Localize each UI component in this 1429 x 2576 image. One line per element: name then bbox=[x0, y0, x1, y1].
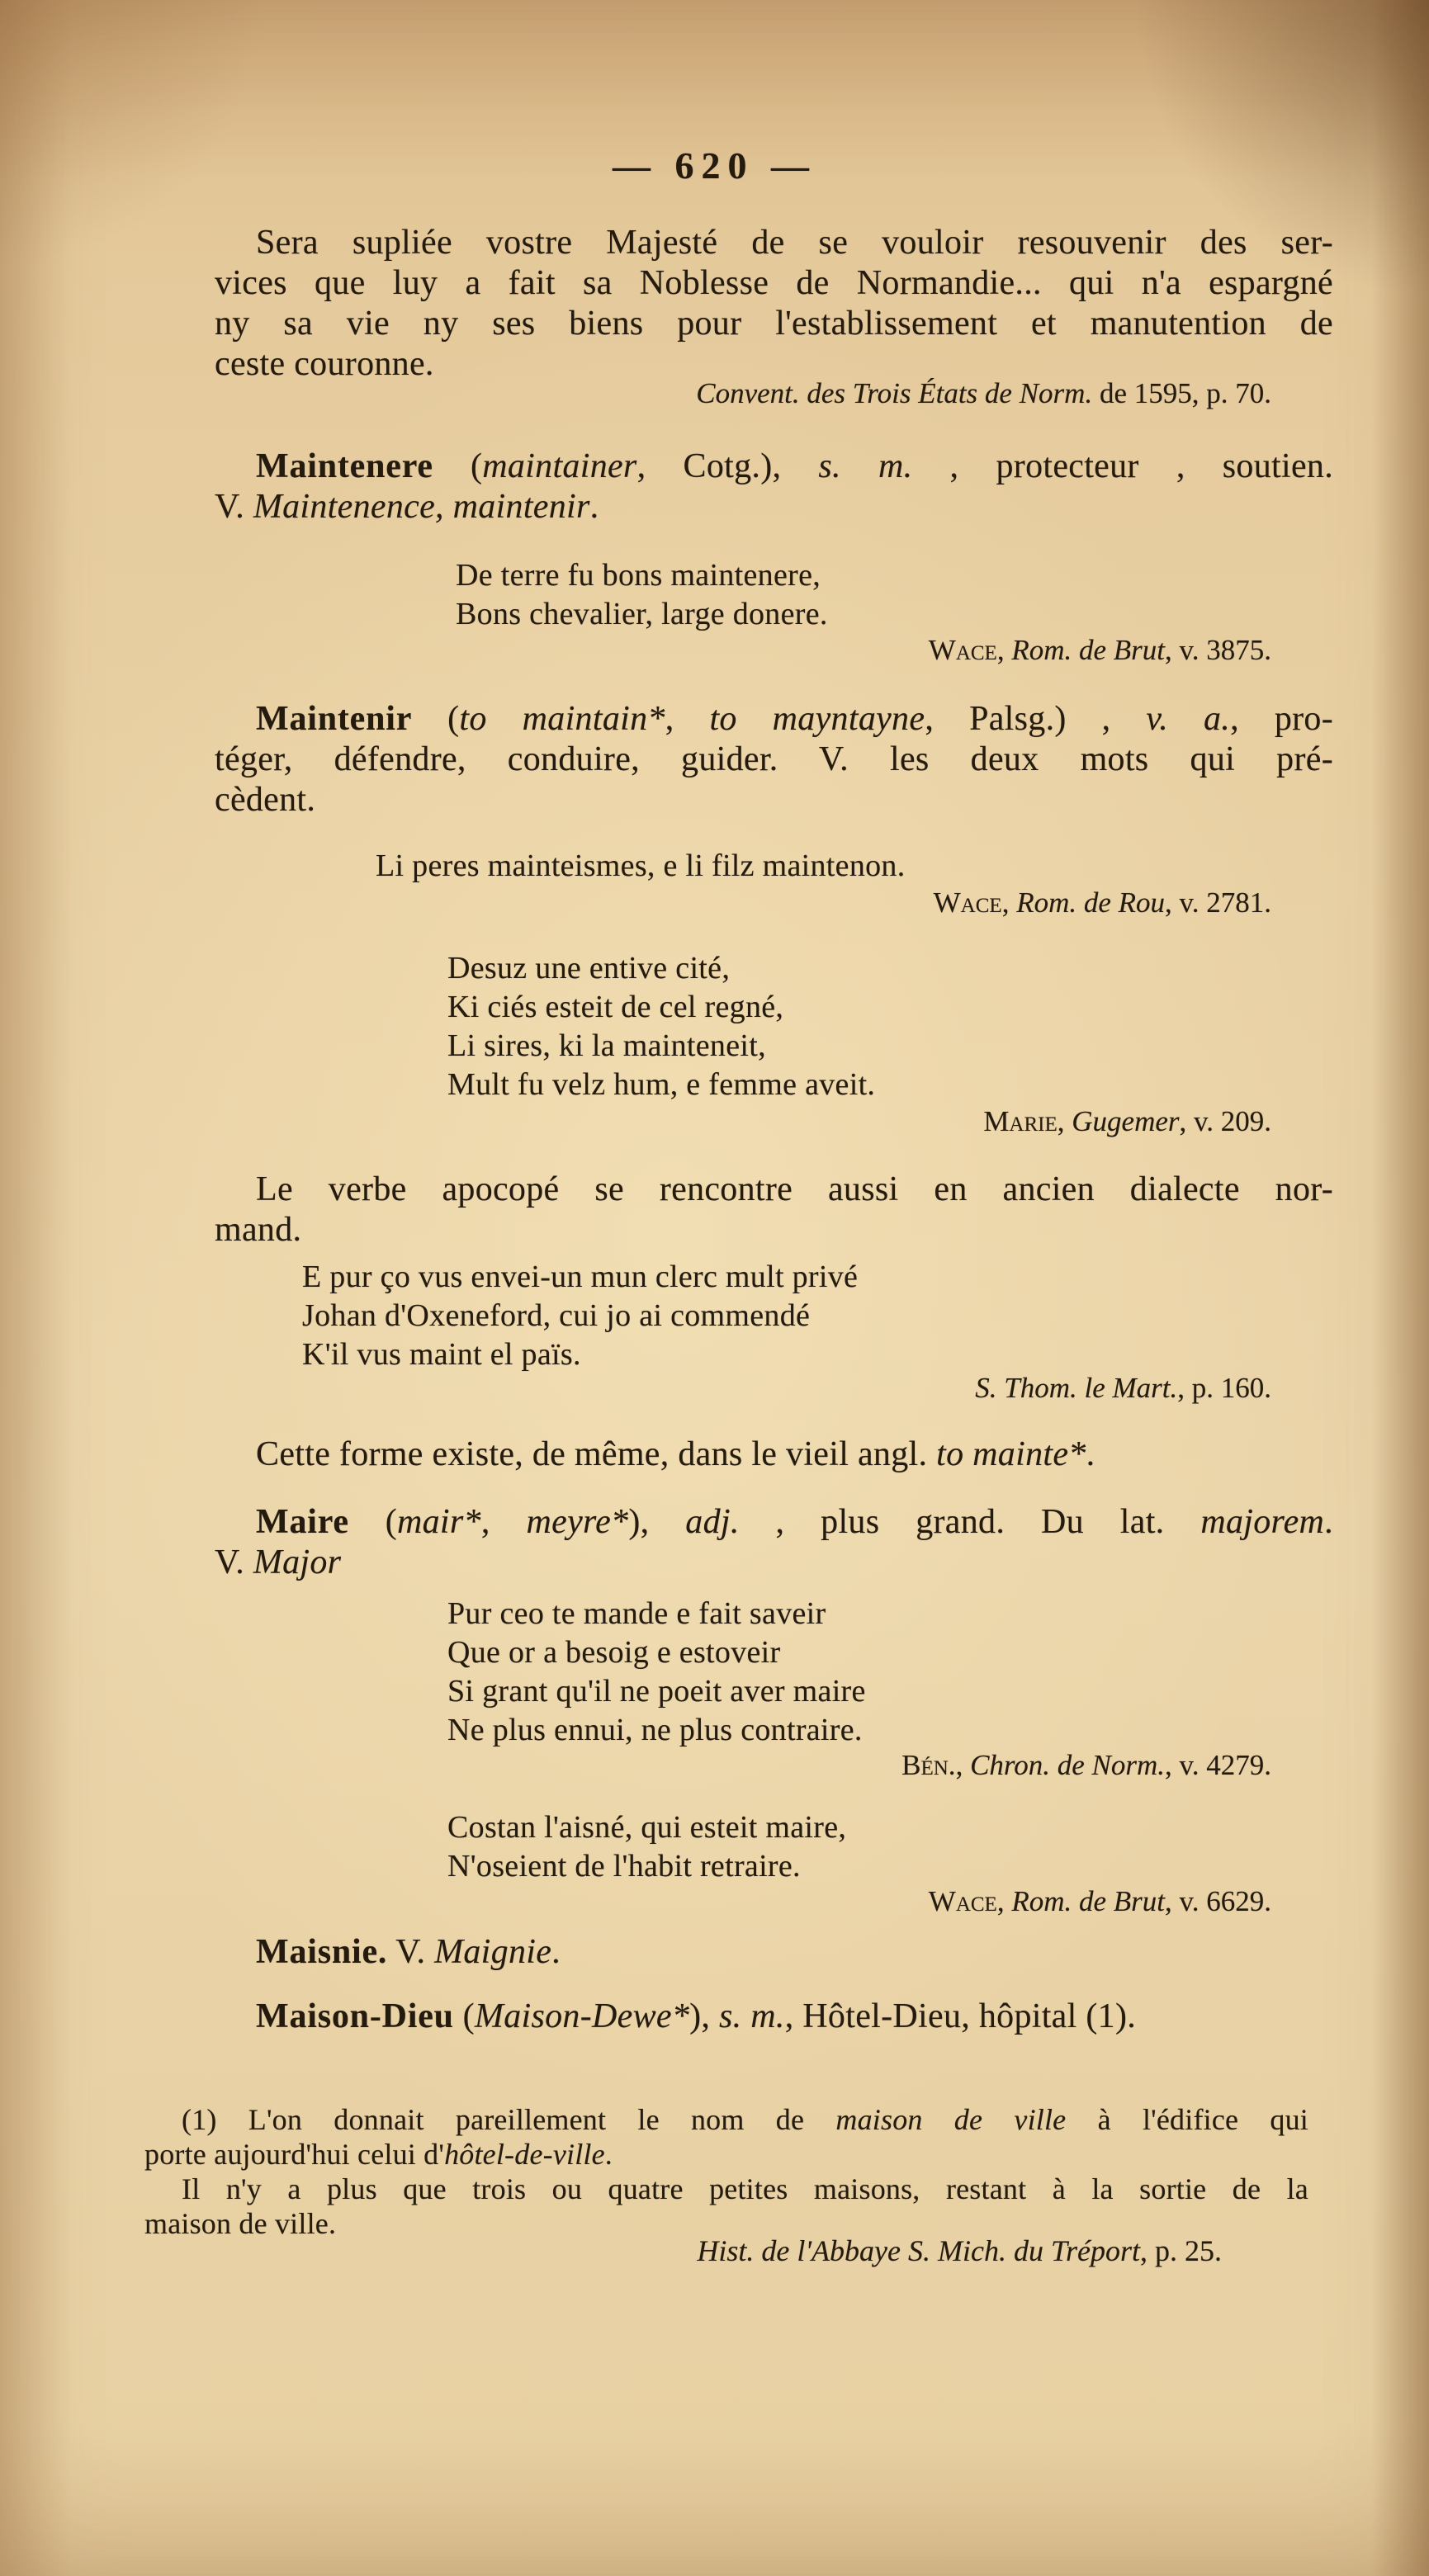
text-line: Cette forme existe, de même, dans le vieil angl. to mainte*. bbox=[256, 1435, 1095, 1473]
cross-reference: Maintenence, maintenir bbox=[253, 488, 590, 526]
verse-line: Pur ceo te mande e fait saveir bbox=[447, 1596, 826, 1631]
citation-convent bbox=[215, 377, 1271, 410]
citation-marie-gugemer: Marie, Gugemer, v. 209. bbox=[983, 1105, 1271, 1137]
verse-line: Li sires, ki la mainteneit, bbox=[447, 1028, 766, 1063]
paragraph-vieil-angl bbox=[215, 1435, 1333, 1475]
text-line: (1) L'on donnait pareillement le nom de maison de ville à l'édifice qui bbox=[182, 2103, 1309, 2136]
cited-work: Chron. de Norm. bbox=[970, 1749, 1166, 1781]
verse-line: Ne plus ennui, ne plus contraire. bbox=[447, 1713, 863, 1747]
text-line: maison de ville. bbox=[144, 2207, 337, 2240]
citation-wace-brut-6629: Wace, Rom. de Brut, v. 6629. bbox=[928, 1885, 1271, 1917]
text-line: mand. bbox=[215, 1211, 302, 1249]
italic-term: to mayntayne bbox=[709, 700, 925, 738]
headword: Maire bbox=[256, 1503, 349, 1541]
citation-wace-rou-2781: Wace, Rom. de Rou, v. 2781. bbox=[933, 886, 1271, 919]
part-of-speech: v. a. bbox=[1146, 700, 1231, 738]
italic-term: maison de ville bbox=[835, 2103, 1067, 2136]
italic-term: mair* bbox=[396, 1503, 481, 1541]
headword: Maintenir bbox=[256, 700, 413, 738]
headword: Maisnie. bbox=[256, 1933, 388, 1971]
verse-line: Que or a besoig e estoveir bbox=[447, 1635, 781, 1670]
verse-line: Costan l'aisné, qui esteit maire, bbox=[447, 1810, 847, 1845]
italic-term: majorem bbox=[1200, 1503, 1325, 1541]
text-line: Il n'y a plus que trois ou quatre petites maisons, restant à la sortie de la bbox=[182, 2172, 1308, 2205]
text-line: Maison-Dieu (Maison-Dewe*), s. m., Hôtel-Dieu, hôpital (1). bbox=[256, 1997, 1137, 2035]
verse-line: Bons chevalier, large donere. bbox=[456, 597, 828, 631]
cited-work: Rom. de Rou bbox=[1016, 886, 1166, 919]
cite-detail: de 1595, p. 70. bbox=[1092, 377, 1271, 409]
cite-detail: , v. 209. bbox=[1179, 1105, 1271, 1137]
italic-term: meyre* bbox=[526, 1503, 629, 1541]
text-line: Maisnie. V. Maignie. bbox=[256, 1933, 561, 1971]
entry-maisnie bbox=[215, 1932, 1333, 1973]
text-line: porte aujourd'hui celui d'hôtel-de-ville. bbox=[144, 2138, 613, 2171]
cited-author: Bén. bbox=[901, 1749, 956, 1781]
citation-s-thom bbox=[215, 1372, 1271, 1405]
entry-maintenir bbox=[215, 699, 1333, 820]
verse-wace-rou-2781 bbox=[376, 847, 906, 886]
verse-line: De terre fu bons maintenere, bbox=[456, 558, 821, 593]
cite-detail: , v. 6629. bbox=[1165, 1885, 1271, 1917]
verse-line: Ki ciés esteit de cel regné, bbox=[447, 990, 784, 1024]
footnote-citation bbox=[144, 2233, 1222, 2268]
cited-work: Hist. de l'Abbaye S. Mich. du Tréport bbox=[697, 2234, 1140, 2267]
cited-author: Marie bbox=[983, 1105, 1058, 1137]
cite-detail: , p. 25. bbox=[1140, 2234, 1222, 2267]
entry-maison-dieu bbox=[215, 1997, 1333, 2037]
cite-detail: , p. 160. bbox=[1177, 1372, 1271, 1404]
italic-term: to maintain* bbox=[459, 700, 665, 738]
citation-ben-chron: Bén., Chron. de Norm., v. 4279. bbox=[901, 1749, 1271, 1781]
verse-wace-brut-3875 bbox=[456, 556, 828, 634]
verse-line: Johan d'Oxeneford, cui jo ai commendé bbox=[302, 1298, 811, 1333]
cited-work: Convent. des Trois États de Norm. bbox=[696, 377, 1093, 409]
text-line: V. Major bbox=[215, 1543, 342, 1581]
text-line: vices que luy a fait sa Noblesse de Normandie... qui n'a espargné bbox=[215, 264, 1333, 302]
citation-wace-brut-3875: Wace, Rom. de Brut, v. 3875. bbox=[928, 634, 1271, 666]
headword: Maintenere bbox=[256, 447, 433, 485]
footnote bbox=[144, 2102, 1308, 2241]
verse-line: Si grant qu'il ne poeit aver maire bbox=[447, 1674, 866, 1709]
text-line: Le verbe apocopé se rencontre aussi en ancien dialecte nor- bbox=[256, 1170, 1333, 1208]
italic-term: Maison-Dewe* bbox=[474, 1997, 690, 2035]
cross-reference: Major bbox=[253, 1543, 342, 1581]
paragraph-apocope bbox=[215, 1170, 1333, 1250]
verse-line: E pur ço vus envei-un mun clerc mult privé bbox=[302, 1260, 859, 1294]
text-line: ny sa vie ny ses biens pour l'establissement et manutention de bbox=[215, 305, 1333, 343]
text-line: cèdent. bbox=[215, 781, 316, 819]
cited-work: Gugemer bbox=[1072, 1105, 1180, 1137]
cite-detail: , v. 4279. bbox=[1165, 1749, 1271, 1781]
verse-marie-gugemer bbox=[447, 949, 875, 1104]
part-of-speech: s. m. bbox=[818, 447, 913, 485]
italic-term: to mainte* bbox=[936, 1435, 1086, 1473]
verse-line: Desuz une entive cité, bbox=[447, 951, 731, 985]
cite-detail: , v. 2781. bbox=[1165, 886, 1271, 919]
verse-line: K'il vus maint el païs. bbox=[302, 1337, 581, 1372]
entry-maintenere bbox=[215, 447, 1333, 527]
part-of-speech: adj. bbox=[685, 1503, 740, 1541]
cited-author: Wace bbox=[928, 634, 997, 666]
text-line: Maire (mair*, meyre*), adj. , plus grand. Du lat. majorem. bbox=[256, 1503, 1333, 1541]
verse-ben-chron bbox=[447, 1595, 866, 1750]
cited-author: Wace bbox=[928, 1885, 997, 1917]
italic-term: hôtel-de-ville bbox=[444, 2138, 605, 2171]
verse-wace-brut-6629 bbox=[447, 1808, 846, 1886]
verse-s-thom bbox=[302, 1258, 858, 1374]
cited-work: S. Thom. le Mart. bbox=[975, 1372, 1178, 1404]
part-of-speech: s. m. bbox=[719, 1997, 785, 2035]
cite-detail: , v. 3875. bbox=[1165, 634, 1271, 666]
opening-paragraph bbox=[215, 223, 1333, 385]
page-number: — 620 — bbox=[613, 144, 816, 187]
verse-line: N'oseient de l'habit retraire. bbox=[447, 1849, 801, 1884]
entry-maire bbox=[215, 1502, 1333, 1583]
text-line: Maintenir (to maintain*, to mayntayne, Palsg.) , v. a., pro- bbox=[256, 700, 1334, 738]
cited-work: Rom. de Brut bbox=[1011, 634, 1166, 666]
headword: Maison-Dieu bbox=[256, 1997, 454, 2035]
text-line: Maintenere (maintainer, Cotg.), s. m. , protecteur , soutien. bbox=[256, 447, 1333, 485]
text-line: V. Maintenence, maintenir. bbox=[215, 488, 599, 526]
italic-term: maintainer bbox=[482, 447, 637, 485]
text-line: téger, défendre, conduire, guider. V. les deux mots qui pré- bbox=[215, 740, 1333, 778]
cited-work: Rom. de Brut bbox=[1011, 1885, 1166, 1917]
text-line: Sera supliée vostre Majesté de se vouloir resouvenir des ser- bbox=[256, 224, 1333, 262]
text-line: ceste couronne. bbox=[215, 345, 434, 383]
verse-line: Li peres mainteismes, e li filz maintenon. bbox=[376, 848, 906, 883]
cross-reference: Maignie bbox=[434, 1933, 552, 1971]
verse-line: Mult fu velz hum, e femme aveit. bbox=[447, 1067, 876, 1102]
cited-author: Wace bbox=[933, 886, 1002, 919]
